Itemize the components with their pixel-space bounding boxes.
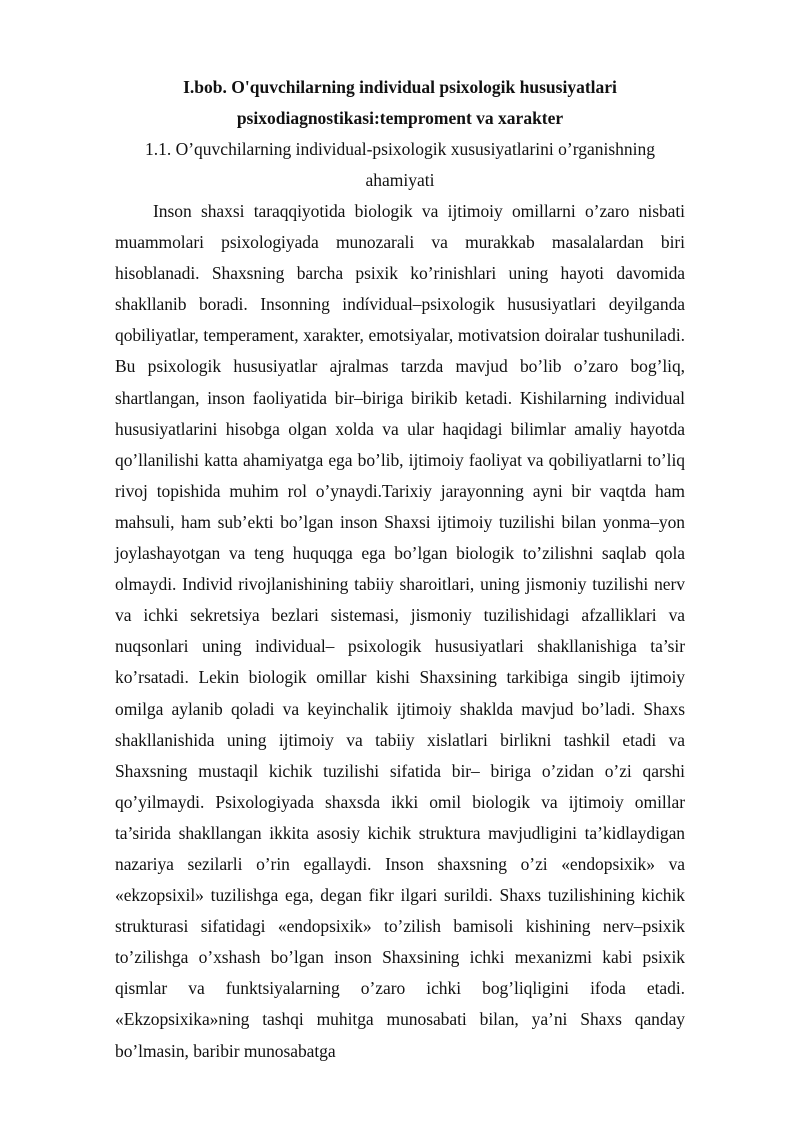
document-page bbox=[115, 72, 685, 1067]
chapter-title-line-2: psixodiagnostikasi:temproment va xarakter bbox=[236, 108, 564, 128]
section-title-line-2: ahamiyati bbox=[365, 170, 435, 190]
body-paragraph: Inson shaxsi taraqqiyotida biologik va ijtimoiy omillarni o’zaro nisbati muammolari psixologiyada munozarali va murakkab masalalardan biri hisoblanadi. Shaxsning barcha psixik ko’rinishlari uning hayoti davomida shakllanib boradi. Insonning indívidual–psixologik hususiyatlari deyilganda qobiliyatlar, temperament, xarakter, emotsiyalar, motivatsion doiralar tushuniladi. Bu psixologik hususiyatlar ajralmas tarzda mavjud bo’lib o’zaro bog’liq, shartlangan, inson faoliyatida bir–biriga birikib ketadi. Kishilarning individual hususiyatlarini hisobga olgan xolda va ular haqidagi bilimlar amaliy hayotda qo’llanilishi katta ahamiyatga ega bo’lib, ijtimoiy faoliyat va qobiliyatlarni to’liq rivoj topishida muhim rol o’ynaydi.Tarixiy jarayonning ayni bir vaqtda ham mahsuli, ham sub’ekti bo’lgan inson Shaxsi ijtimoiy tuzilishi bilan yonma–yon joylashayotgan va teng huquqga ega bo’lgan biologik to’zilishni saqlab qola olmaydi. Individ rivojlanishining tabiiy sharoitlari, uning jismoniy tuzilishi nerv va ichki sekretsiya bezlari sistemasi, jismoniy tuzilishidagi afzalliklari va nuqsonlari uning individual– psixologik hususiyatlari shakllanishiga ta’sir ko’rsatadi. Lekin biologik omillar kishi Shaxsining tarkibiga singib ijtimoiy omilga aylanib qoladi va keyinchalik ijtimoiy shaklda mavjud bo’ladi. Shaxs shakllanishida uning ijtimoiy va tabiiy xislatlari birlikni tashkil etadi va Shaxsning mustaqil kichik tuzilishi sifatida bir– biriga o’zidan o’zi qarshi qo’yilmaydi. Psixologiyada shaxsda ikki omil biologik va ijtimoiy omillar ta’sirida shakllangan ikkita asosiy kichik struktura mavjudligini ta’kidlaydigan nazariya sezilarli o’rin egallaydi. Inson shaxsning o’zi «endopsixik» va «ekzopsixil» tuzilishga ega, degan fikr ilgari surildi. Shaxs tuzilishining kichik strukturasi sifatidagi «endopsixik» to’zilish bamisoli kishining nerv–psixik to’zilishga o’xshash bo’lgan inson Shaxsining ichki mexanizmi kabi psixik qismlar va funktsiyalarning o’zaro ichki bog’liqligini ifoda etadi. «Ekzopsixika»ning tashqi muhitga munosabati bilan, ya’ni Shaxs qanday bo’lmasin, baribir munosabatga bbox=[115, 201, 685, 1061]
chapter-title-line-1: I.bob. O'quvchilarning individual psixologik hususiyatlari bbox=[183, 77, 617, 97]
section-title-line-1: 1.1. O’quvchilarning individual-psixologik xususiyatlarini o’rganishning bbox=[144, 139, 656, 159]
